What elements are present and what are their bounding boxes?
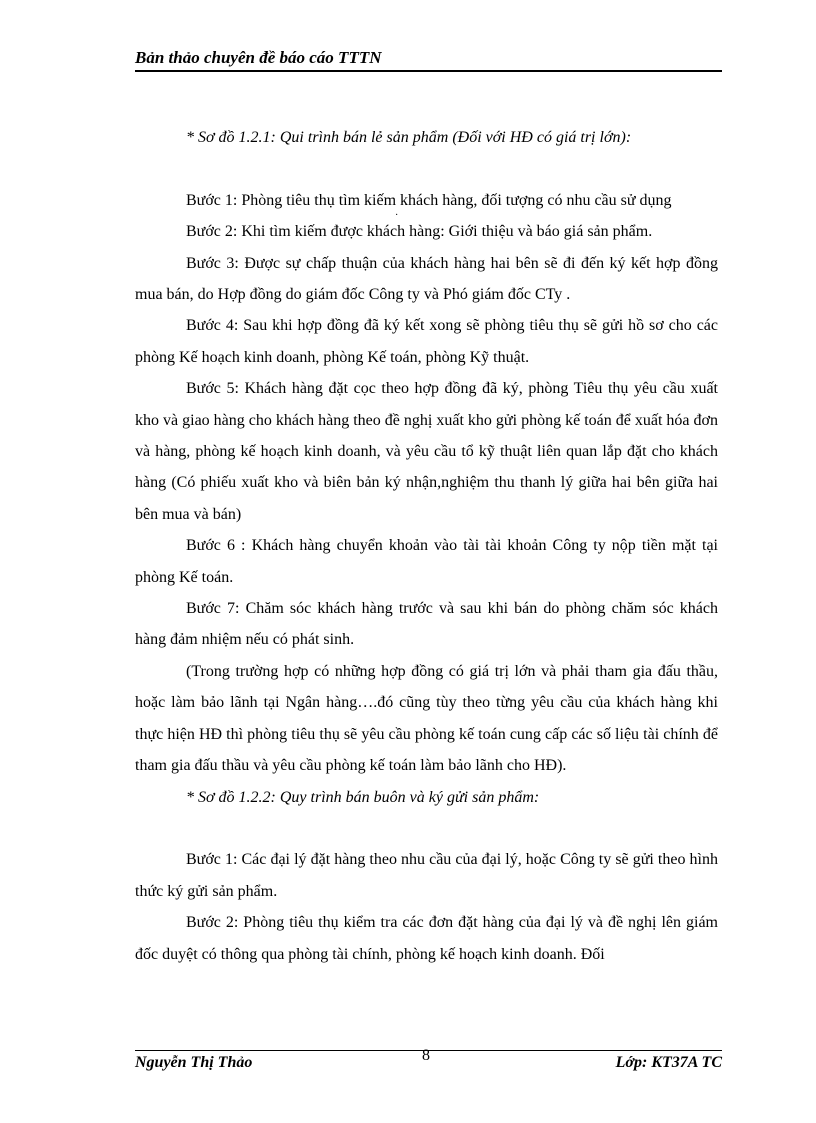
- paragraph: Bước 1: Phòng tiêu thụ tìm kiếm khách hàng, đối tượng có nhu cầu sử dụng: [186, 191, 672, 209]
- paragraph: Bước 1: Các đại lý đặt hàng theo nhu cầu của đại lý, hoặc Công ty sẽ gửi theo hình thức ký gửi sản phẩm.: [135, 851, 718, 900]
- footer-author: Nguyễn Thị Thảo: [135, 1054, 253, 1071]
- document-body: [135, 122, 718, 970]
- header-title: Bản thảo chuyên đề báo cáo TTTN: [135, 48, 382, 67]
- section-heading-1: * Sơ đồ 1.2.1: Qui trình bán lẻ sản phẩm (Đối với HĐ có giá trị lớn):: [186, 129, 632, 146]
- paragraph: Bước 6 : Khách hàng chuyển khoản vào tài tài khoản Công ty nộp tiền mặt tại phòng Kế toán.: [135, 537, 718, 586]
- paragraph: (Trong trường hợp có những hợp đồng có giá trị lớn và phải tham gia đấu thầu, hoặc làm bảo lãnh tại Ngân hàng….đó cũng tùy theo từng yêu cầu của khách hàng khi thực hiện HĐ thì phòng tiêu thụ sẽ yêu cầu phòng kế toán cung cấp các số liệu tài chính để tham gia đấu thầu và yêu cầu phòng kế toán làm bảo lãnh cho HĐ).: [135, 662, 718, 775]
- header-divider: [135, 70, 722, 72]
- paragraph: Bước 5: Khách hàng đặt cọc theo hợp đồng đã ký, phòng Tiêu thụ yêu cầu xuất kho và giao hàng cho khách hàng theo đề nghị xuất kho gửi phòng kế toán để xuất hóa đơn và hàng, phòng kế hoạch kinh doanh, và yêu cầu tổ kỹ thuật liên quan lắp đặt cho khách hàng (Có phiếu xuất kho và biên bản ký nhận,nghiệm thu thanh lý giữa hai bên giữa hai bên mua và bán): [135, 380, 718, 523]
- paragraph: Bước 2: Khi tìm kiếm được khách hàng: Giới thiệu và báo giá sản phẩm.: [186, 223, 653, 241]
- paragraph: Bước 7: Chăm sóc khách hàng trước và sau khi bán do phòng chăm sóc khách hàng đảm nhiệm nếu có phát sinh.: [135, 600, 718, 649]
- page-footer: [135, 1047, 722, 1076]
- paragraph: Bước 4: Sau khi hợp đồng đã ký kết xong sẽ phòng tiêu thụ sẽ gửi hồ sơ cho các phòng Kế hoạch kinh doanh, phòng Kế toán, phòng Kỹ thuật.: [135, 317, 718, 366]
- paragraph: Bước 2: Phòng tiêu thụ kiểm tra các đơn đặt hàng của đại lý và đề nghị lên giám đốc duyệt có thông qua phòng tài chính, phòng kế hoạch kinh doanh. Đối: [135, 914, 718, 963]
- page-header: [135, 48, 722, 68]
- paragraph: Bước 3: Được sự chấp thuận của khách hàng hai bên sẽ đi đến ký kết hợp đồng mua bán, do Hợp đồng do giám đốc Công ty và Phó giám đốc CTy .: [135, 254, 718, 304]
- stray-mark: ·: [395, 210, 399, 221]
- section-heading-2: * Sơ đồ 1.2.2: Quy trình bán buôn và ký gửi sản phẩm:: [186, 788, 540, 806]
- page-number: 8: [422, 1047, 430, 1064]
- footer-class: Lớp: KT37A TC: [615, 1054, 722, 1071]
